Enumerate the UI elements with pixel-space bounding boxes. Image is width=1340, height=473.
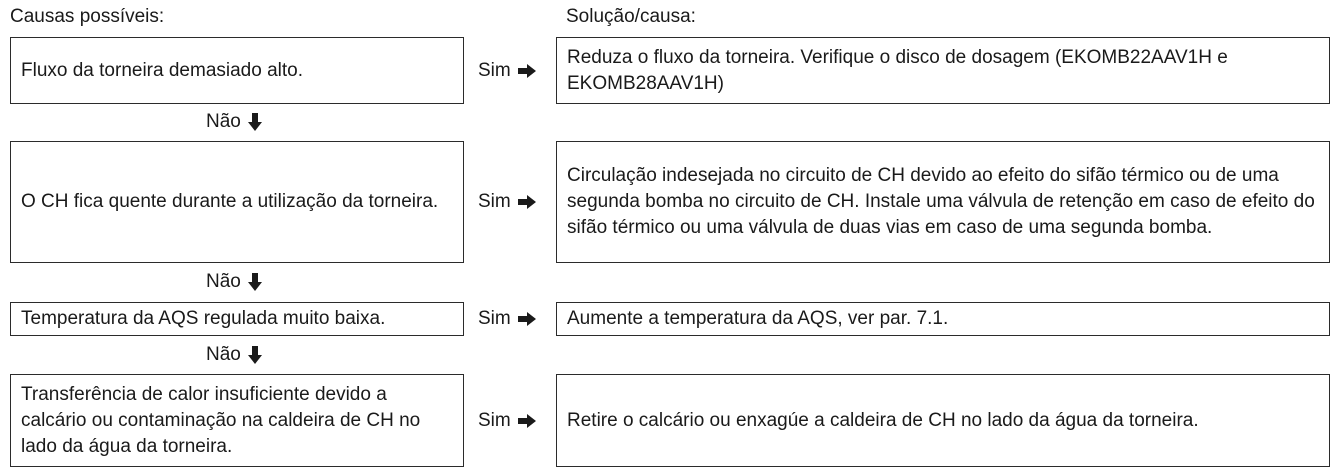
cause-text-4: Transferência de calor insuficiente devido a calcário ou contaminação na caldeira de CH no lado da água da torneira. [21,383,421,457]
no-connector-2 [206,271,262,293]
cause-text-2: O CH fica quente durante a utilização da torneira. [21,191,439,212]
yes-connector-3 [478,308,536,330]
no-connector-1 [206,111,262,133]
cause-box-3 [10,302,464,336]
yes-connector-2 [478,191,536,213]
cause-box-1 [10,37,464,104]
cause-box-4 [10,374,464,467]
solution-text-1: Reduza o fluxo da torneira. Verifique o disco de dosagem (EKOMB22AAV1H e EKOMB28AAV1H) [567,46,1228,94]
solutions-header: Solução/causa: [566,6,696,27]
right-arrow-icon [518,414,536,428]
yes-label-3: Sim [478,308,511,329]
solution-text-2: Circulação indesejada no circuito de CH devido ao efeito do sifão térmico ou de uma segunda bomba no circuito de CH. Instale uma válvula de retenção em caso de efeito do sifão térmico ou uma válvula de duas vias em caso de uma segunda bomba. [567,165,1315,238]
right-arrow-icon [518,312,536,326]
right-arrow-icon [518,195,536,209]
solution-box-4 [556,374,1330,467]
no-label-1: Não [206,111,241,132]
down-arrow-icon [248,113,262,131]
cause-text-1: Fluxo da torneira demasiado alto. [21,59,303,81]
no-label-3: Não [206,344,241,365]
solution-box-1 [556,37,1330,104]
down-arrow-icon [248,273,262,291]
cause-box-2 [10,141,464,263]
no-connector-3 [206,344,262,366]
causes-header: Causas possíveis: [10,6,165,27]
solution-box-3 [556,302,1330,336]
cause-text-3: Temperatura da AQS regulada muito baixa. [21,308,386,329]
down-arrow-icon [248,346,262,364]
solution-text-4: Retire o calcário ou enxagúe a caldeira de CH no lado da água da torneira. [567,409,1199,431]
right-arrow-icon [518,64,536,78]
yes-connector-1 [478,60,536,82]
yes-connector-4 [478,410,536,432]
yes-label-1: Sim [478,60,511,81]
solution-text-3: Aumente a temperatura da AQS, ver par. 7.1. [567,308,949,329]
yes-label-4: Sim [478,410,511,431]
no-label-2: Não [206,271,241,292]
yes-label-2: Sim [478,191,511,212]
solution-box-2 [556,141,1330,263]
